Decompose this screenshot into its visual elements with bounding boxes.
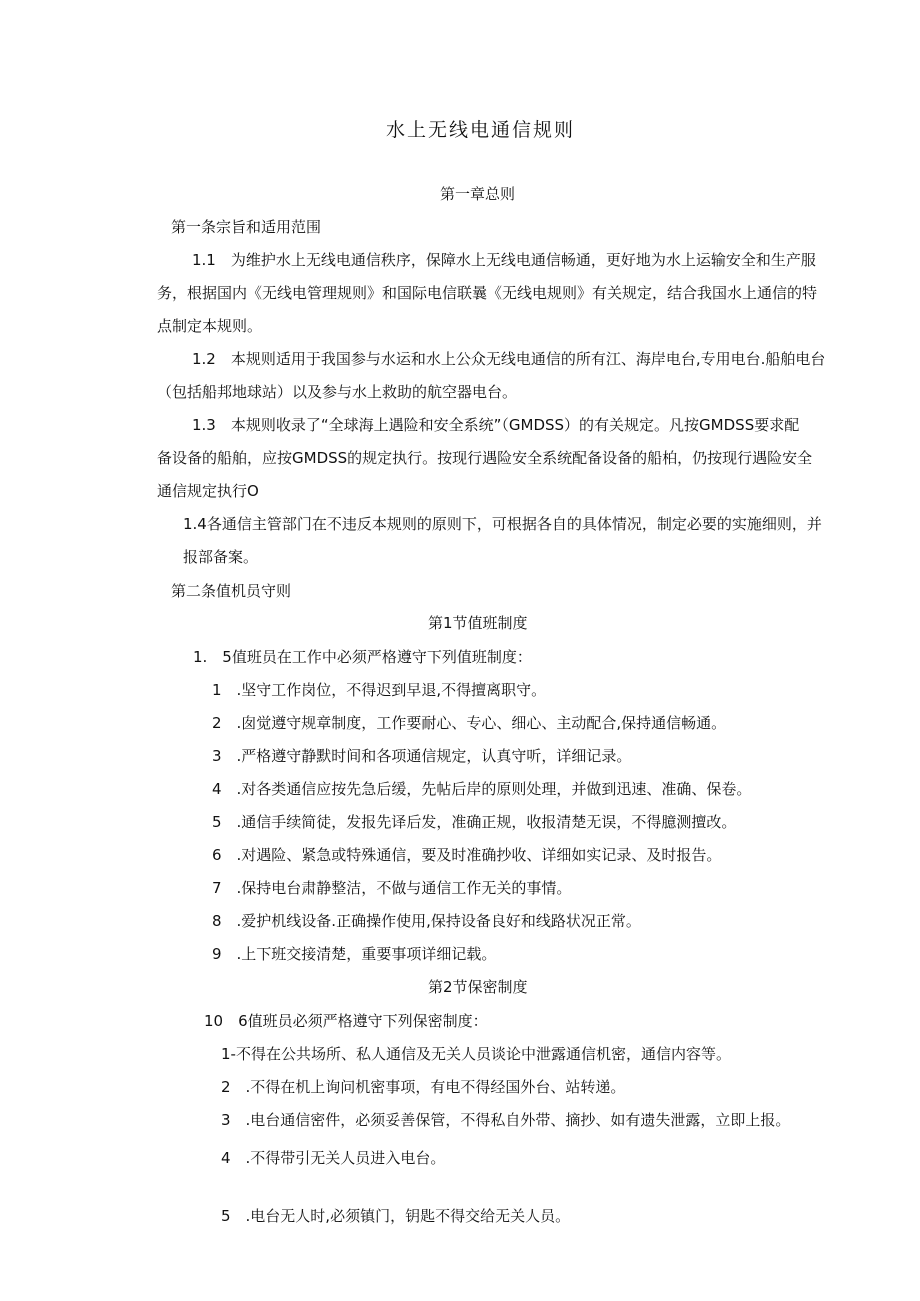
- paragraph-line: 通信规定执行O: [157, 482, 259, 500]
- list-item: 2 .不得在机上询问机密事项，有电不得经国外台、站转递。: [221, 1078, 626, 1096]
- page-title: 水上无线电通信规则: [386, 119, 576, 141]
- list-item: 7 .保持电台肃静整洁，不做与通信工作无关的事情。: [212, 879, 572, 897]
- paragraph-line: 备设备的船舶，应按GMDSS的规定执行。按现行遇险安全系统配备设备的船柏，仍按现行遇险安全: [157, 449, 813, 467]
- paragraph-line: 1.4各通信主管部门在不违反本规则的原则下，可根据各自的具体情况，制定必要的实施细则，并: [183, 515, 822, 533]
- list-item: 4 .不得带引无关人员进入电台。: [221, 1149, 446, 1167]
- section-heading: 第2节保密制度: [428, 978, 528, 996]
- list-item: 8 .爱护机线设备.正确操作使用,保持设备良好和线路状况正常。: [212, 912, 641, 930]
- section-heading: 第1节值班制度: [428, 614, 528, 632]
- article-heading: 第一条宗旨和适用范围: [171, 218, 322, 236]
- list-item: 5 .通信手续简徒，发报先译后发，准确正规，收报清楚无误，不得臆测擅改。: [212, 813, 737, 831]
- clause-intro: 1. 5值班员在工作中必须严格遵守下列值班制度：: [193, 648, 532, 666]
- paragraph-line: （包括船邦地球站）以及参与水上救助的航空器电台。: [157, 383, 518, 401]
- list-item: 1 .坚守工作岗位，不得迟到早退,不得擅离职守。: [212, 681, 547, 699]
- list-item: 3 .严格遵守静默时间和各项通信规定，认真守听，详细记录。: [212, 747, 632, 765]
- list-item: 6 .对遇险、紧急或特殊通信，要及时准确抄收、详细如实记录、及时报告。: [212, 846, 722, 864]
- paragraph-line: 1.2 本规则适用于我国参与水运和水上公众无线电通信的所有江、海岸电台,专用电台.船舶电台: [192, 350, 826, 368]
- list-item: 4 .对各类通信应按先急后缓，先帖后岸的原则处理，并做到迅速、准确、保卷。: [212, 780, 752, 798]
- list-item: 5 .电台无人时,必须镇门，钥匙不得交给无关人员。: [221, 1207, 571, 1225]
- chapter-heading: 第一章总则: [440, 185, 516, 203]
- paragraph-line: 点制定本规则。: [157, 317, 263, 335]
- paragraph-line: 务，根据国内《无线电管理规则》和国际电信联曩《无线电规则》有关规定，结合我国水上通信的特: [157, 284, 818, 302]
- list-item: 1-不得在公共场所、私人通信及无关人员谈论中泄露通信机密，通信内容等。: [221, 1045, 731, 1063]
- paragraph-line: 报部备案。: [183, 548, 259, 566]
- paragraph-line: 1.1 为维护水上无线电通信秩序，保障水上无线电通信畅通，更好地为水上运输安全和生产服: [192, 251, 816, 269]
- paragraph-line: 1.3 本规则收录了“全球海上遇险和安全系统”（GMDSS）的有关规定。凡按GMDSS要求配: [192, 416, 800, 434]
- article-heading: 第二条值机员守则: [171, 582, 292, 600]
- list-item: 2 .囱觉遵守规章制度，工作要耐心、专心、细心、主动配合,保持通信畅通。: [212, 714, 727, 732]
- list-item: 9 .上下班交接清楚，重要事项详细记载。: [212, 945, 497, 963]
- list-item: 3 .电台通信密件，必须妥善保管，不得私自外带、摘抄、如有遗失泄露，立即上报。: [221, 1111, 791, 1129]
- clause-intro: 10 6值班员必须严格遵守下列保密制度：: [204, 1012, 488, 1030]
